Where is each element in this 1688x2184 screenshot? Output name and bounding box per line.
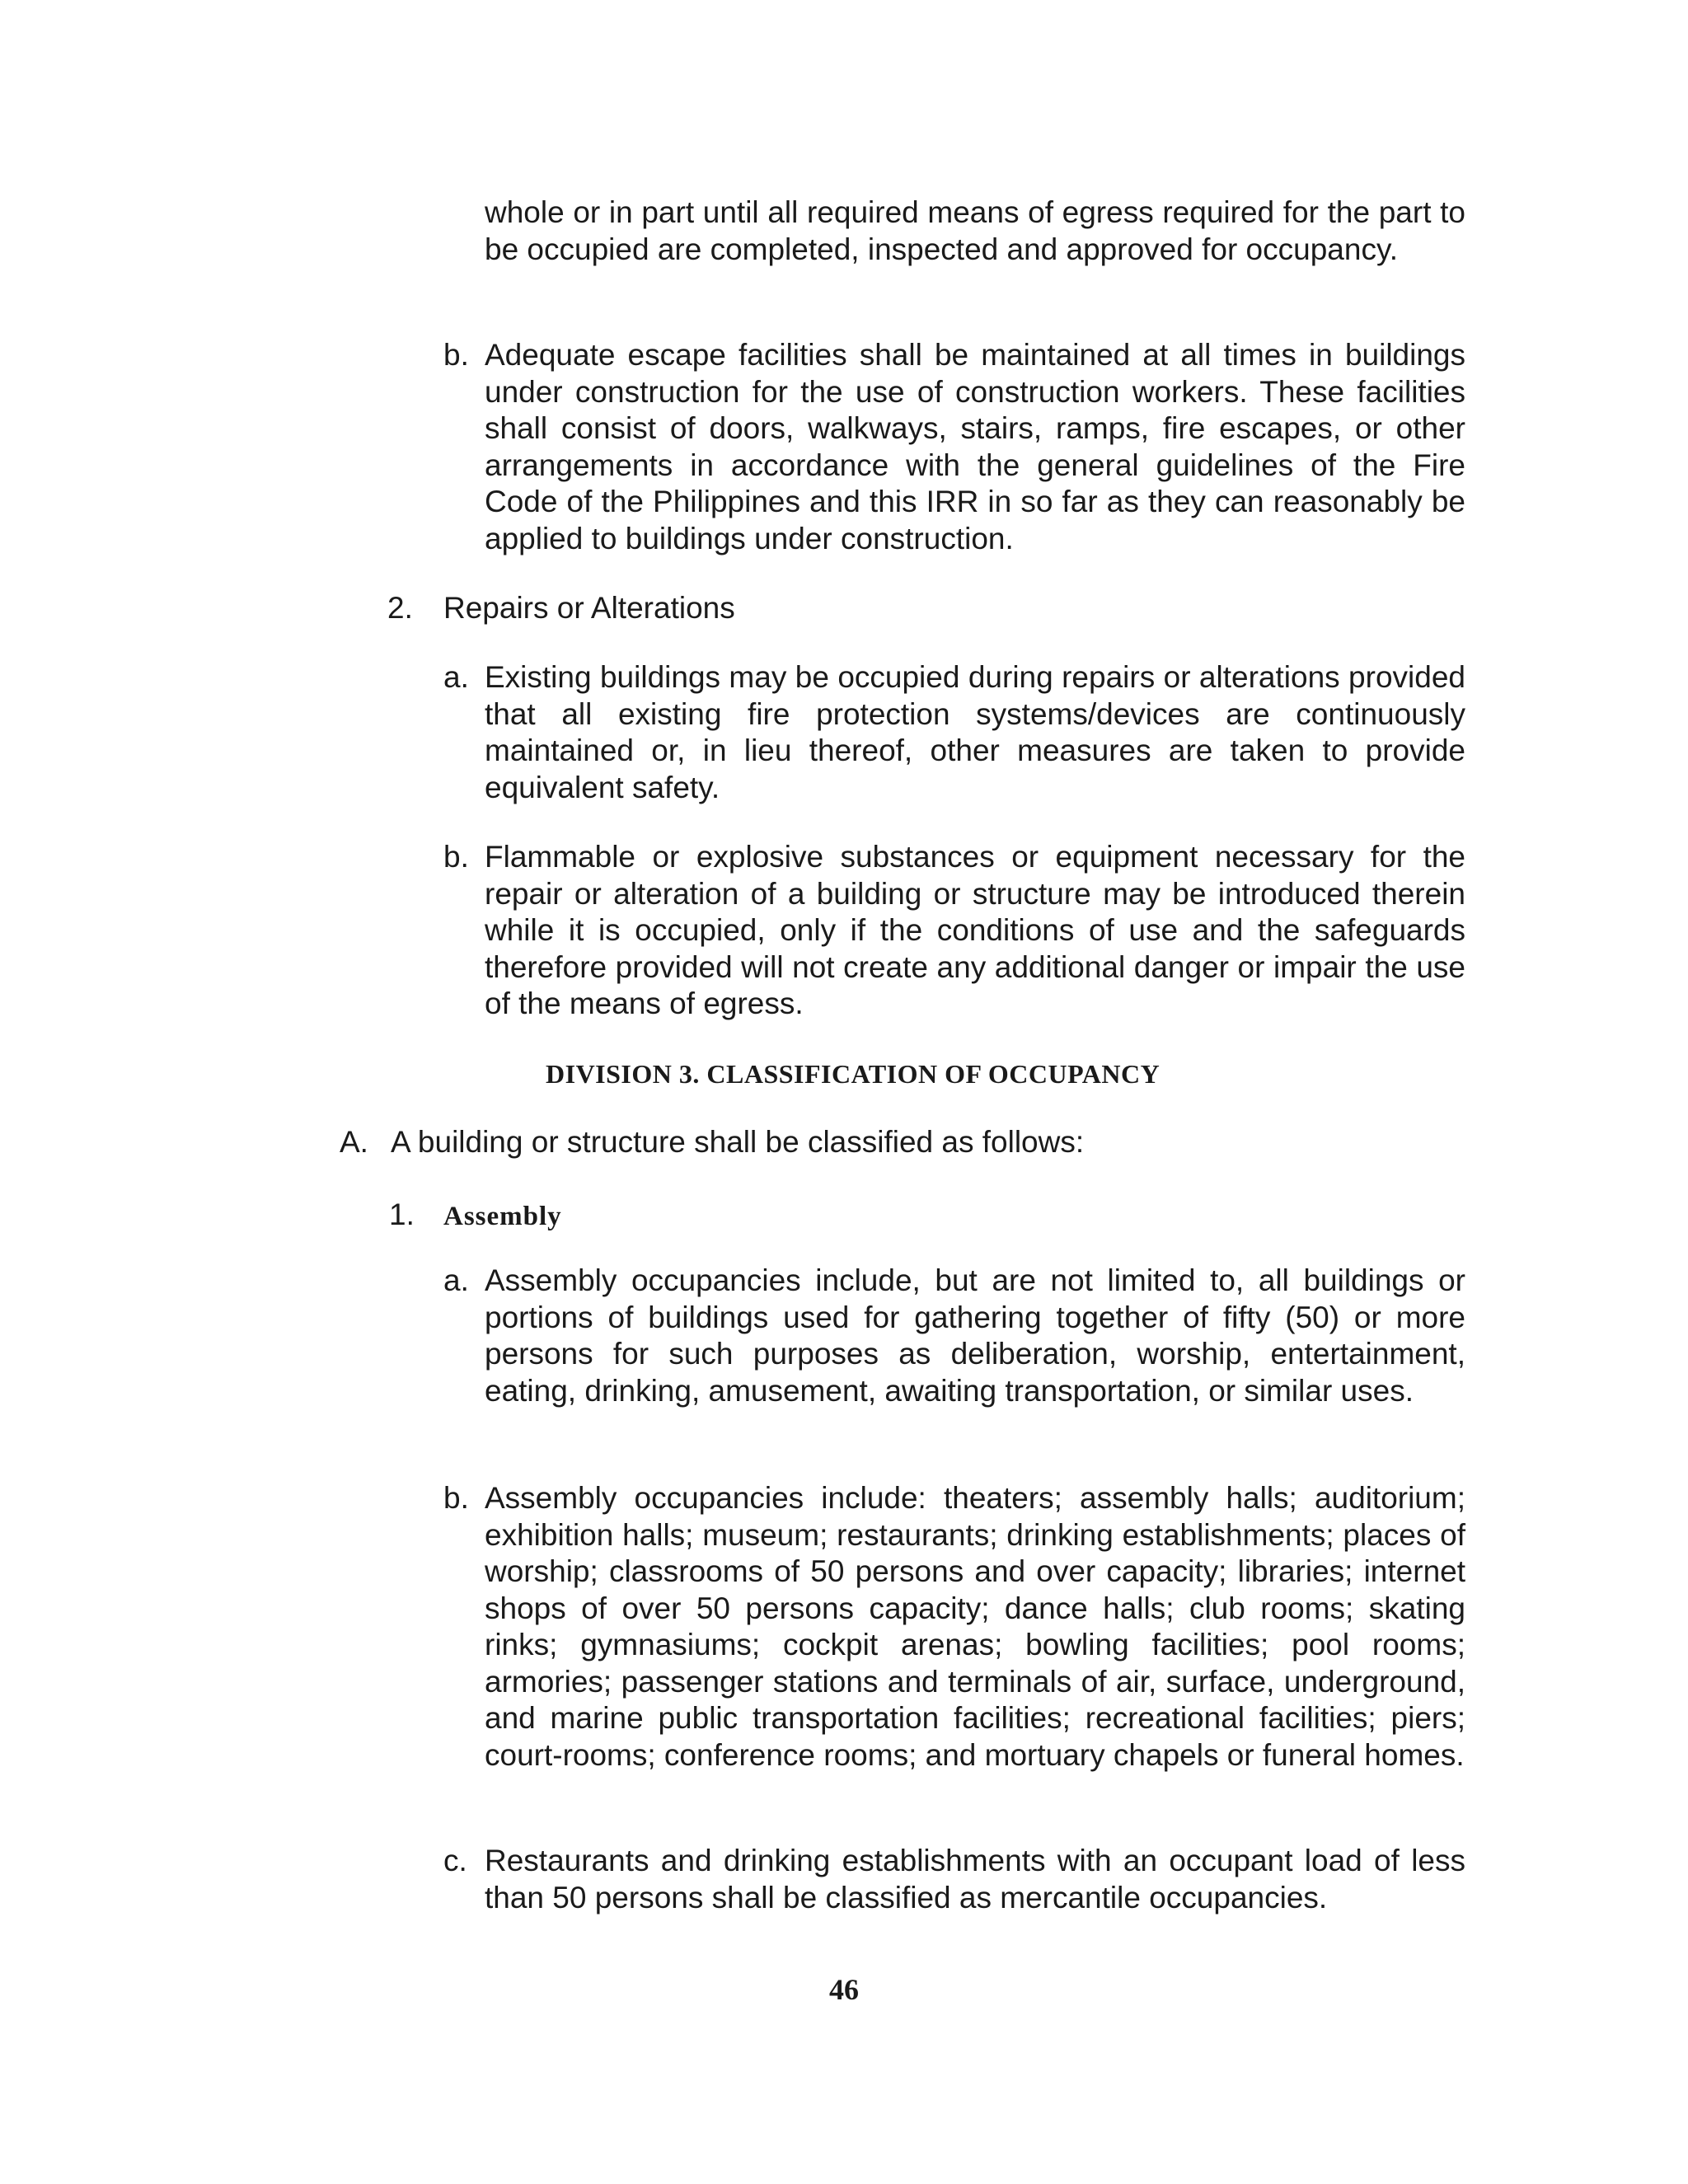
assembly-definition-paragraph: Assembly occupancies include, but are not limited to, all buildings or portions of buildings used for gathering together of fifty (50) or more persons for such purposes as deliberation, worship, entertainment, eating, drinking, amusement, awaiting transportation, or similar uses.	[485, 1263, 1465, 1408]
classification-intro: A building or structure shall be classified as follows:	[391, 1125, 1085, 1159]
repairs-alterations-heading: Repairs or Alterations	[443, 591, 735, 625]
restaurants-paragraph: Restaurants and drinking establishments with an occupant load of less than 50 persons shall be classified as mercantile occupancies.	[485, 1844, 1465, 1915]
list-label-b: b.	[443, 1481, 469, 1515]
assembly-examples-paragraph: Assembly occupancies include: theaters; assembly halls; auditorium; exhibition halls; museum; restaurants; drinking establishments; places of worship; classrooms of 50 persons and over capacity; libraries; internet shops of over 50 persons capacity; dance halls; club rooms; skating rinks; gymnasiums; cockpit arenas; bowling facilities; pool rooms; armories; passenger stations and terminals of air, surface, underground, and marine public transportation facilities; recreational facilities; piers; court-rooms; conference rooms; and mortuary chapels or funeral homes.	[485, 1481, 1465, 1772]
flammable-substances-paragraph: Flammable or explosive substances or equipment necessary for the repair or alteration of a building or structure may be introduced therein while it is occupied, only if the conditions of use and the safeguards therefore provided will not create any additional danger or impair the use of the means of egress.	[485, 840, 1465, 1020]
list-label-A: A.	[340, 1125, 368, 1159]
existing-buildings-paragraph: Existing buildings may be occupied during repairs or alterations provided that all existing fire protection systems/devices are continuously maintained or, in lieu thereof, other measures are taken to provide equivalent safety.	[485, 660, 1465, 804]
escape-facilities-paragraph: Adequate escape facilities shall be maintained at all times in buildings under construction for the use of construction workers. These facilities shall consist of doors, walkways, stairs, ramps, fire escapes, or other arrangements in accordance with the general guidelines of the Fire Code of the Philippines and this IRR in so far as they can reasonably be applied to buildings under construction.	[485, 338, 1465, 555]
list-label-a: a.	[443, 660, 469, 694]
division-heading: DIVISION 3. CLASSIFICATION OF OCCUPANCY	[546, 1059, 1160, 1089]
list-label-2: 2.	[387, 591, 413, 625]
continued-paragraph: whole or in part until all required means of egress required for the part to be occupied are completed, inspected and approved for occupancy.	[485, 195, 1465, 266]
list-label-1: 1.	[389, 1197, 415, 1231]
assembly-heading: Assembly	[443, 1202, 562, 1231]
page-number: 46	[829, 1973, 859, 2006]
list-label-c: c.	[443, 1844, 467, 1877]
list-label-a: a.	[443, 1263, 469, 1297]
list-label-b: b.	[443, 840, 469, 874]
list-label-b: b.	[443, 338, 469, 372]
